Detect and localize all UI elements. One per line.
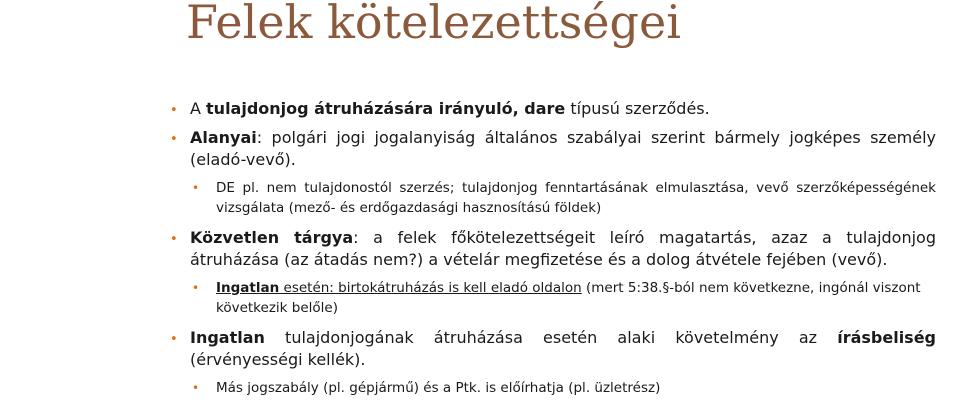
bullet-3-sub-1-text-underlined: esetén: birtokátruházás is kell eladó oldalon (279, 280, 582, 296)
slide-title: Felek kötelezettségei (186, 0, 681, 49)
bullet-2-text: : polgári jogi jogalanyiság általános szabályai szerint bármely jogképes személy (eladó-vevő). (190, 128, 936, 169)
bullet-dot-icon: • (170, 103, 178, 118)
bullet-3-sub-1-text-bold: Ingatlan (216, 280, 280, 296)
bullet-4 (168, 327, 936, 371)
bullet-4-sub-1-text: Más jogszabály (pl. gépjármű) és a Ptk. is előírhatja (pl. üzletrész) (216, 380, 661, 396)
bullet-dot-icon: • (170, 232, 178, 247)
bullet-4-text-bold-b: írásbeliség (837, 328, 936, 347)
bullet-4-text-b: (érvényességi kellék). (190, 350, 366, 369)
bullet-4-sub-1 (192, 378, 936, 398)
bullet-2 (168, 127, 936, 171)
bullet-2-text-bold: Alanyai (190, 128, 257, 147)
bullet-4-text-bold-a: Ingatlan (190, 328, 265, 347)
bullet-3-text: : a felek főkötelezettségeit leíró magatartás, azaz a tulajdonjog átruházása (az átadás nem?) a vételár megfizetése és a dolog átvétele fejében (vevő). (190, 228, 936, 269)
bullet-1 (168, 98, 936, 120)
bullet-3-sub-1 (192, 278, 936, 318)
bullet-dot-small-icon: • (192, 381, 200, 395)
bullet-dot-icon: • (170, 332, 178, 347)
bullet-dot-small-icon: • (192, 281, 200, 295)
bullet-dot-icon: • (170, 132, 178, 147)
bullet-1-text-b: típusú szerződés. (565, 99, 710, 118)
bullet-3 (168, 227, 936, 271)
bullet-1-text-a: A (190, 99, 207, 118)
bullet-1-text-bold: tulajdonjog átruházására irányuló, dare (206, 99, 566, 118)
bullet-2-sub-1 (192, 178, 936, 218)
bullet-3-text-bold: Közvetlen tárgya (190, 228, 354, 247)
bullet-dot-small-icon: • (192, 181, 200, 195)
bullet-3-sub-1-text: (mert 5:38.§-ból nem következne, ingónál viszont következik belőle) (216, 280, 921, 316)
slide-body (168, 98, 936, 398)
bullet-4-text-a: tulajdonjogának átruházása esetén alaki követelmény az (264, 328, 838, 347)
bullet-2-sub-1-text: DE pl. nem tulajdonostól szerzés; tulajdonjog fenntartásának elmulasztása, vevő szerzőképességének vizsgálata (mező- és erdőgazdasági hasznosítású földek) (216, 180, 936, 216)
